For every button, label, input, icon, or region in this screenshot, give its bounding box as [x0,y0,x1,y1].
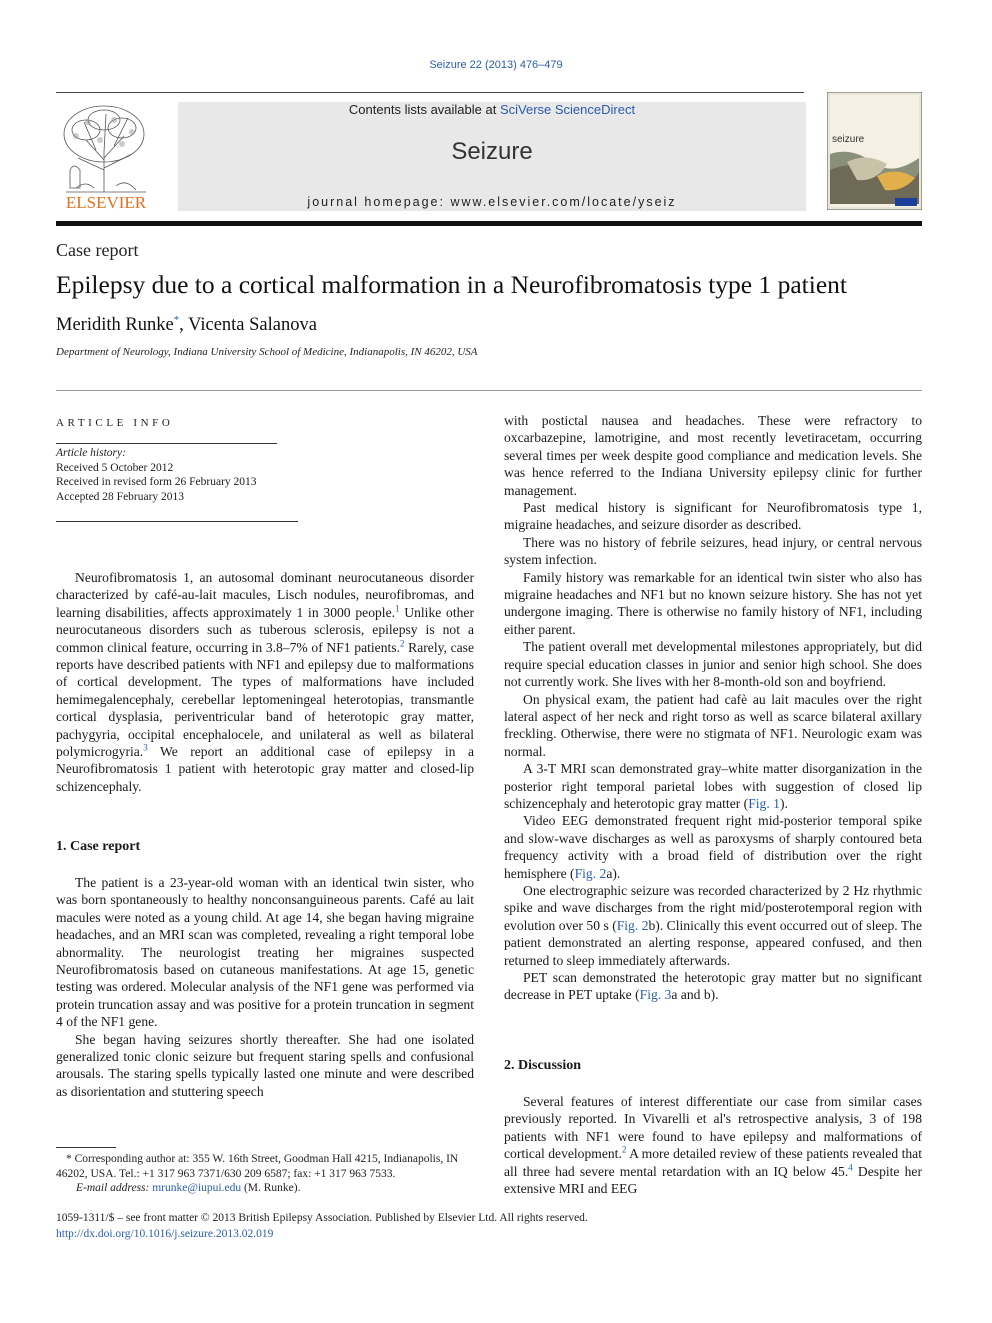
intro-paragraph: Neurofibromatosis 1, an autosomal dominant neurocutaneous disorder characterized by café-au-lait macules, Lisch nodules, neurofibromas, and learning disabilities, affects approximately 1 in 3000 people.$^1$ Unlike other neurocutaneous disorders such as tuberous sclerosis, epilepsy is not a common clinical feature, occurring in 3.8–7% of NF1 patients.$^2$ Rarely, case reports have described patients with NF1 and epilepsy due to malformations of cortical development. The types of malformations have included hemimegalencephaly, cerebellar leptomeningeal heterotopias, transmantle cortical dysplasia, periventricular band of heterotopic gray matter, pachygyria, occipital encephalocele, and unilateral as well as bilateral polymicrogyria.$^3$ We report an additional case of epilepsy in a Neurofibromatosis 1 patient with heterotopic gray matter and closed-lip schizencephaly. [56,570,475,794]
corresponding-author-mark[interactable]: * [173,314,180,326]
journal-homepage[interactable]: journal homepage: www.elsevier.com/locate/yseiz [307,195,677,209]
section-heading-case-report: 1. Case report [56,839,141,854]
article-info-rule-bottom [56,521,298,522]
corresponding-author-note: * Corresponding author at: 355 W. 16th Street, Goodman Hall 4215, Indianapolis, IN 46202, USA. Tel.: +1 317 963 7371/630 209 6587; fax: +1 317 963 7533. [56,1153,459,1180]
contents-prefix: Contents lists available at [348,102,500,117]
case-paragraph-7: The patient overall met developmental milestones appropriately, but did require special education classes in junior and senior high school. She does not currently work. She lives with her 8-month-old son and boyfriend. [504,639,922,690]
page-footer [56,1211,588,1242]
sciencedirect-link[interactable]: SciVerse ScienceDirect [499,102,636,117]
introduction-text [56,569,474,795]
journal-name: Seizure [451,138,533,165]
footnote [56,1152,474,1196]
fig-3-link[interactable]: Fig. 3 [639,987,672,1003]
title-rule [56,390,922,391]
case-paragraph-1: The patient is a 23-year-old woman with an identical twin sister, who was born spontaneously to healthy nonconsanguineous parents. Café au lait macules were noted as a young child. At age 14, she began having migraine headaches, and an MRI scan was completed, revealing a right temporal lobe abnormality. The neurologist treating her migraines suspected Neurofibromatosis based on cutaneous manifestations. At age 15, genetic testing was ordered. Molecular analysis of the NF1 gene was performed via protein truncation assay and was positive for a protein truncation in segment 4 of the NF1 gene. [56,875,474,1030]
ref-1[interactable]: 1 [395,603,400,614]
discussion-paragraph: Several features of interest differentiate our case from similar cases previously reported. In Vivarelli et al's retrospective analysis, 3 of 198 patients with NF1 were found to have epilepsy and malformations of cortical development.$^2$ A more detailed review of these patients revealed that all three had severe mental retardation with an IQ below 45.$^4$ Despite her extensive MRI and EEG [504,1094,922,1197]
right-column-text [504,412,922,1004]
elsevier-logo [56,100,156,212]
case-paragraph-3: with postictal nausea and headaches. These were refractory to oxcarbazepine, lamotrigine, and most recently levetiracetam, occurring several times per week despite good compliance and medication levels. She was hence referred to the Indiana University epilepsy clinic for further management. [504,413,922,498]
history-accepted: Accepted 28 February 2013 [56,490,185,503]
section-heading-discussion: 2. Discussion [504,1058,582,1073]
case-paragraph-5: There was no history of febrile seizures, head injury, or central nervous system infection. [504,534,922,568]
author-runke[interactable]: Meridith Runke [56,315,174,336]
footnote-rule [56,1147,116,1148]
case-paragraph-10: Video EEG demonstrated frequent right mid-posterior temporal spike and slow-wave discharges as well as paroxysms of sharply contoured beta frequency activity with a broad field of distribution over the right hemisphere (Fig. 2a). [504,813,922,881]
author-salanova[interactable]: , Vicenta Salanova [179,315,317,336]
history-label: Article history: [56,447,126,459]
article-info-rule [56,443,277,444]
case-paragraph-6: Family history was remarkable for an identical twin sister who also has migraine headaches and NF1 but no known seizure history. She has not yet undergone imaging. There is otherwise no family history of NF1, including either parent. [504,569,922,637]
journal-citation[interactable]: Seizure 22 (2013) 476–479 [429,59,563,71]
case-paragraph-12: PET scan demonstrated the heterotopic gray matter but no significant decrease in PET uptake (Fig. 3a and b). [504,970,922,1003]
history-revised: Received in revised form 26 February 2013 [56,476,257,488]
article-title: Epilepsy due to a cortical malformation in a Neurofibromatosis type 1 patient [56,270,847,299]
discussion-text [504,1093,922,1197]
cover-thumbnail-icon [827,92,922,210]
fig-1-link[interactable]: Fig. 1 [748,795,780,811]
fig-2b-link[interactable]: Fig. 2 [616,917,649,933]
ref-3[interactable]: 3 [143,742,148,753]
case-report-text [56,874,474,1100]
email-note: E-mail address: mrunke@iupui.edu (M. Runke). [76,1182,301,1194]
case-paragraph-9: A 3-T MRI scan demonstrated gray–white matter disorganization in the posterior right temporal parietal lobes with suggestion of closed lip schizencephaly and heterotopic gray matter (Fig. 1). [504,761,922,811]
ref-4[interactable]: 4 [848,1162,853,1173]
elsevier-wordmark: ELSEVIER [65,193,147,212]
history-received: Received 5 October 2012 [56,461,174,474]
case-paragraph-2: She began having seizures shortly thereafter. She had one isolated generalized tonic clonic seizure but frequent staring spells and confusional arousals. The staring spells typically lasted one minute and were described as disorientation and stuttering speech [56,1031,474,1099]
header-thick-rule [56,221,922,226]
case-paragraph-8: On physical exam, the patient had cafè au lait macules over the right lateral aspect of her neck and right torso as well as scarce bilateral axillary freckling. Otherwise, there were no stigmata of NF1. Neurologic exam was normal. [504,691,922,759]
ref-2-discussion[interactable]: 2 [621,1144,627,1155]
doi-link[interactable]: http://dx.doi.org/10.1016/j.seizure.2013.02.019 [56,1227,274,1240]
elsevier-tree-icon [56,100,156,212]
copyright-line: 1059-1311/$ – see front matter © 2013 British Epilepsy Association. Published by Elsevier Ltd. All rights reserved. [56,1212,588,1224]
header-rule [56,92,804,93]
email-link[interactable]: mrunke@iupui.edu [152,1182,242,1194]
contents-line [178,102,806,117]
article-info-heading: ARTICLE INFO [56,417,174,429]
case-paragraph-11: One electrographic seizure was recorded characterized by 2 Hz rhythmic spike and wave discharges from the right mid/posterotemporal region with evolution over 50 s (Fig. 2b). Clinically this event occurred out of sleep. The patient demonstrated an alerting response, appeared confused, and then returned to sleep immediately afterwards. [504,882,922,968]
journal-header-box [178,102,806,211]
article-history [56,446,257,504]
author-affiliation: Department of Neurology, Indiana University School of Medicine, Indianapolis, IN 46202, USA [56,346,478,358]
case-paragraph-4: Past medical history is significant for Neurofibromatosis type 1, migraine headaches, and seizure disorder as described. [504,500,922,533]
author-list [56,314,317,336]
journal-cover-image [827,92,922,210]
article-type: Case report [56,240,139,260]
fig-2-link[interactable]: Fig. 2 [574,865,607,881]
cover-title: seizure [832,134,865,145]
ref-2[interactable]: 2 [399,638,405,649]
